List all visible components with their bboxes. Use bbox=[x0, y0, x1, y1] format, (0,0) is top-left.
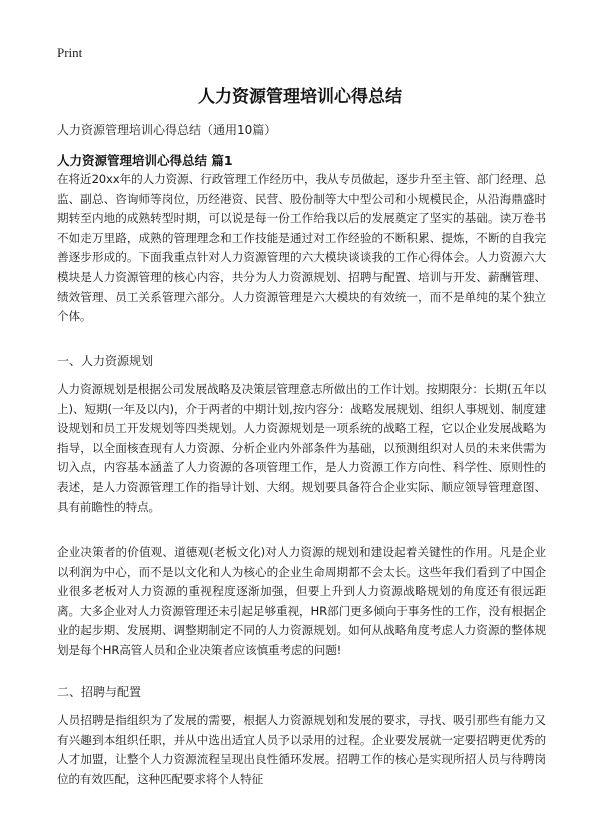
section-heading-planning: 一、人力资源规划 bbox=[57, 354, 154, 368]
paragraph-planning: 人力资源规划是根据公司发展战略及决策层管理意志所做出的工作计划。按期限分：长期(五年以上)、短期(一年及以内)，介于两者的中期计划,按内容分：战略发展规划、组织人事规划、制度建设规划和员工开发规划等四类规划。人力资源规划是一项系统的战略工程，它以企业发展战略为指导，以全面核查现有人力资源、分析企业内外部条件为基础，以预测组织对人员的未来供需为切入点，内容基本涵盖了人力资源的各项管理工作，是人力资源工作方向性、科学性、原则性的表述，是人力资源管理工作的指导计划、大纲。规划要具备符合企业实际、顺应领导管理意图、具有前瞻性的特点。 bbox=[57, 382, 546, 514]
paragraph-intro: 在将近20xx年的人力资源、行政管理工作经历中，我从专员做起，逐步升至主管、部门经理、总监、副总、咨询师等岗位，历经港资、民营、股份制等大中型公司和小规模民企，从沿海鼎盛时期转至内地的成熟转型时期，可以说是每一份工作给我以后的发展奠定了坚实的基础。读万卷书不如走万里路，成熟的管理理念和工作技能是通过对工作经验的不断积累、提炼，不断的自我完善逐步形成的。下面我重点针对人力资源管理的六大模块谈谈我的工作心得体会。人力资源六大模块是人力资源管理的核心内容，共分为人力资源规划、招聘与配置、培训与开发、薪酬管理、绩效管理、员工关系管理六部分。人力资源管理是六大模块的有效统一，而不是单纯的某个独立个体。 bbox=[57, 172, 546, 324]
paragraph-recruitment: 人员招聘是指组织为了发展的需要，根据人力资源规划和发展的要求，寻找、吸引那些有能力又有兴趣到本组织任职，并从中选出适宜人员予以录用的过程。企业要发展就一定要招聘更优秀的人才加盟，让整个人力资源流程呈现出良性循环发展。招聘工作的核心是实现所招人员与待聘岗位的有效匹配，这种匹配要求将个人特征 bbox=[57, 713, 546, 786]
print-link[interactable]: Print bbox=[57, 45, 83, 60]
section-heading-recruitment: 二、招聘与配置 bbox=[57, 685, 142, 699]
page-title: 人力资源管理培训心得总结 bbox=[198, 87, 402, 107]
article-heading: 人力资源管理培训心得总结 篇1 bbox=[57, 153, 233, 168]
document-subtitle: 人力资源管理培训心得总结（通用10篇） bbox=[57, 123, 277, 137]
paragraph-decision-makers: 企业决策者的价值观、道德观(老板文化)对人力资源的规划和建设起着关键性的作用。凡是企业以利润为中心，而不是以文化和人为核心的企业生命周期都不会太长。这些年我们看到了中国企业很多老板对人力资源的重视程度逐渐加强，但要上升到人力资源战略规划的角度还有很远距离。大多企业对人力资源管理还未引起足够重视，HR部门更多倾向于事务性的工作，没有根据企业的起步期、发展期、调整期制定不同的人力资源规划。如何从战略角度考虑人力资源的整体规划是每个HR高管人员和企业决策者应该慎重考虑的问题! bbox=[57, 545, 546, 657]
